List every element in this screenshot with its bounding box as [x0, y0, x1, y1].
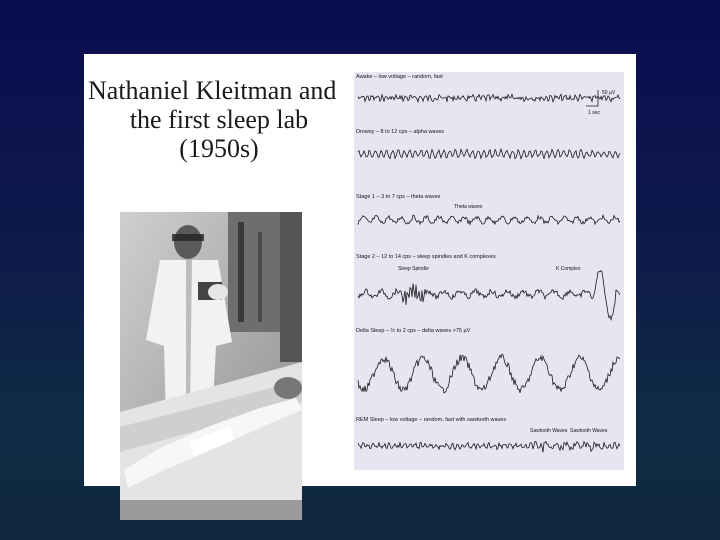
trace-stage2 — [358, 271, 620, 320]
sawtooth-label-1: Sawtooth Waves — [530, 428, 568, 434]
label-rem: REM Sleep – low voltage – random, fast with sawtooth waves — [356, 417, 507, 423]
label-stage2: Stage 2 – 12 to 14 cps – sleep spindles and K complexes — [356, 254, 496, 260]
title-line-3: (1950s) — [179, 134, 259, 163]
trace-delta — [358, 354, 620, 393]
trace-stage1 — [358, 215, 620, 225]
label-awake: Awake – low voltage – random, fast — [356, 74, 443, 80]
scale-sec-label: 1 sec — [588, 110, 600, 116]
trace-rem — [358, 441, 620, 452]
kleitman-photo — [120, 212, 302, 520]
sawtooth-label-2: Sawtooth Waves — [570, 428, 608, 434]
slide-title — [84, 76, 354, 163]
eeg-stages-chart — [354, 72, 624, 470]
k-complex-label: K Complex — [556, 266, 581, 272]
label-stage1: Stage 1 – 3 to 7 cps – theta waves — [356, 194, 441, 200]
trace-drowsy — [358, 149, 620, 159]
title-line-2: the first sleep lab — [129, 105, 309, 134]
trace-awake — [358, 94, 620, 102]
label-delta: Delta Sleep – ½ to 2 cps – delta waves >75 µV — [356, 328, 471, 334]
label-drowsy: Drowsy – 8 to 12 cps – alpha waves — [356, 129, 445, 135]
theta-waves-label: Theta waves — [454, 204, 483, 210]
title-line-1: Nathaniel Kleitman and — [88, 76, 337, 105]
slide-panel — [84, 54, 636, 486]
sleep-spindle-label: Sleep Spindle — [398, 266, 429, 272]
scale-uv-label: 50 µV — [602, 90, 616, 96]
